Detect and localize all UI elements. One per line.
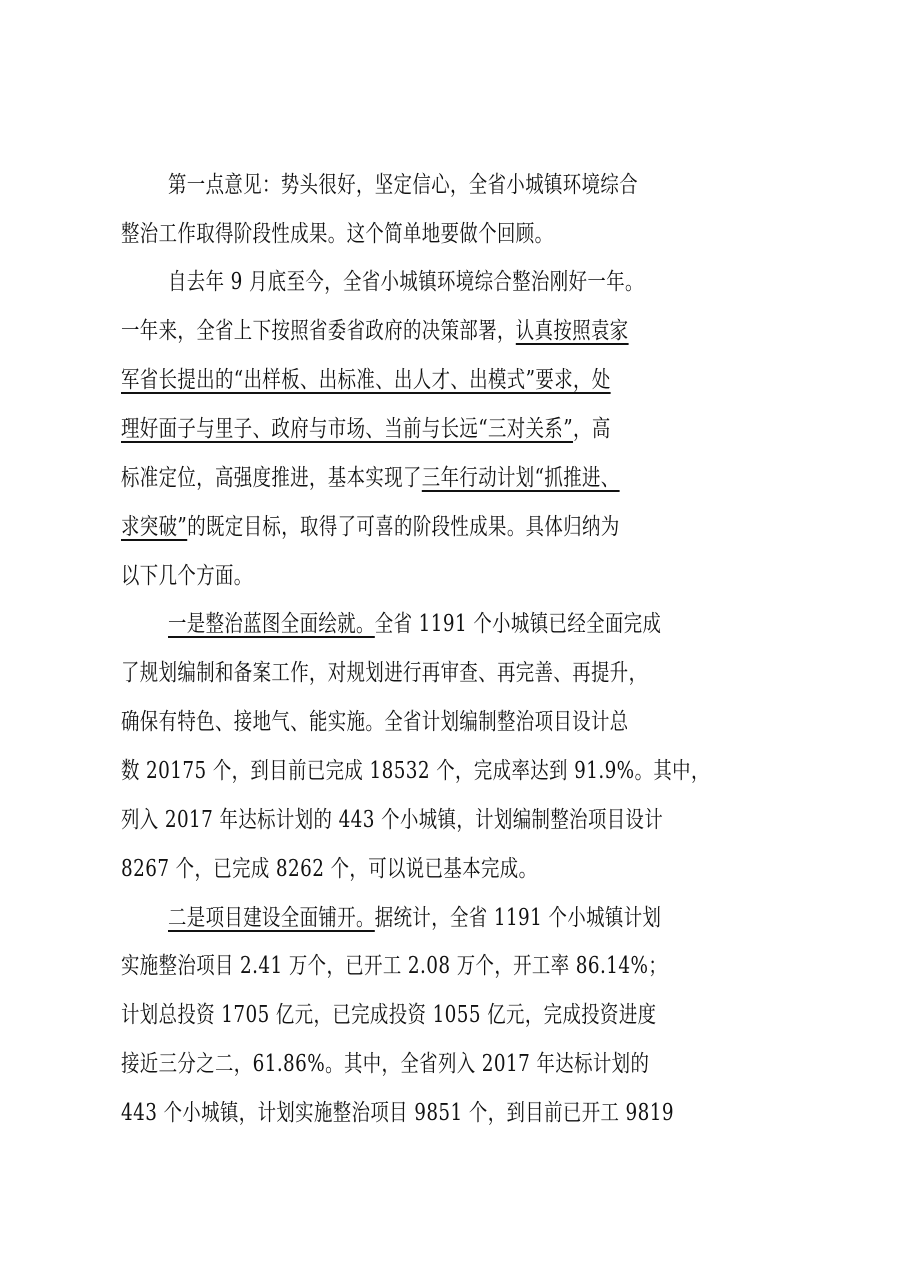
underlined-text: 二是项目建设全面铺开。 <box>168 905 375 931</box>
text-line <box>168 900 895 936</box>
text-line <box>121 411 848 447</box>
text-line <box>121 1046 848 1082</box>
text-line <box>168 264 895 300</box>
text-line <box>121 1095 848 1131</box>
text-line <box>121 704 848 740</box>
text-segment: 接近三分之二，61.86%。其中，全省列入 2017 年达标计划的 <box>121 1051 650 1077</box>
text-line <box>121 216 848 252</box>
text-line <box>121 362 848 398</box>
text-segment: 计划总投资 1705 亿元，已完成投资 1055 亿元，完成投资进度 <box>121 1002 657 1028</box>
text-segment: 全省 1191 个小城镇已经全面完成 <box>374 611 662 637</box>
text-segment: 8267 个，已完成 8262 个，可以说已基本完成。 <box>121 856 538 882</box>
text-line <box>121 851 848 887</box>
underlined-text: 求突破” <box>121 514 188 540</box>
text-line <box>168 606 895 642</box>
text-line <box>121 802 848 838</box>
text-segment: 一年来，全省上下按照省委省政府的决策部署， <box>121 318 516 344</box>
text-line <box>121 997 848 1033</box>
text-segment: 了规划编制和备案工作，对规划进行再审查、再完善、再提升， <box>121 660 648 686</box>
underlined-text: 理好面子与里子、政府与市场、当前与长远“三对关系” <box>121 416 574 442</box>
text-line <box>121 655 848 691</box>
text-segment: 数 20175 个，到目前已完成 18532 个，完成率达到 91.9%。其中， <box>121 758 710 784</box>
text-line <box>121 460 848 496</box>
text-segment: 443 个小城镇，计划实施整治项目 9851 个，到目前已开工 9819 <box>121 1100 674 1126</box>
underlined-text: 一是整治蓝图全面绘就。 <box>168 611 375 637</box>
text-segment: 整治工作取得阶段性成果。这个简单地要做个回顾。 <box>121 221 554 247</box>
text-segment: 确保有特色、接地气、能实施。全省计划编制整治项目设计总 <box>121 709 629 735</box>
text-segment: 标准定位，高强度推进，基本实现了 <box>121 465 422 491</box>
text-segment: ，高 <box>573 416 611 442</box>
text-segment: 实施整治项目 2.41 万个，已开工 2.08 万个，开工率 86.14%； <box>121 953 668 979</box>
text-segment: 列入 2017 年达标计划的 443 个小城镇，计划编制整治项目设计 <box>121 807 664 833</box>
text-segment: 自去年 9 月底至今，全省小城镇环境综合整治刚好一年。 <box>168 269 644 295</box>
text-segment: 第一点意见：势头很好，坚定信心，全省小城镇环境综合 <box>168 172 638 198</box>
text-segment: 以下几个方面。 <box>121 563 253 589</box>
text-line <box>121 509 848 545</box>
text-line <box>121 558 848 594</box>
text-segment: 据统计，全省 1191 个小城镇计划 <box>374 905 662 931</box>
underlined-text: 认真按照袁家 <box>515 318 629 344</box>
text-line <box>168 167 895 203</box>
text-line <box>121 948 848 984</box>
underlined-text: 军省长提出的“出样板、出标准、出人才、出模式”要求，处 <box>121 367 611 393</box>
underlined-text: 三年行动计划“抓推进、 <box>421 465 620 491</box>
text-segment: 的既定目标，取得了可喜的阶段性成果。具体归纳为 <box>187 514 620 540</box>
text-line <box>121 753 848 789</box>
text-line <box>121 313 848 349</box>
